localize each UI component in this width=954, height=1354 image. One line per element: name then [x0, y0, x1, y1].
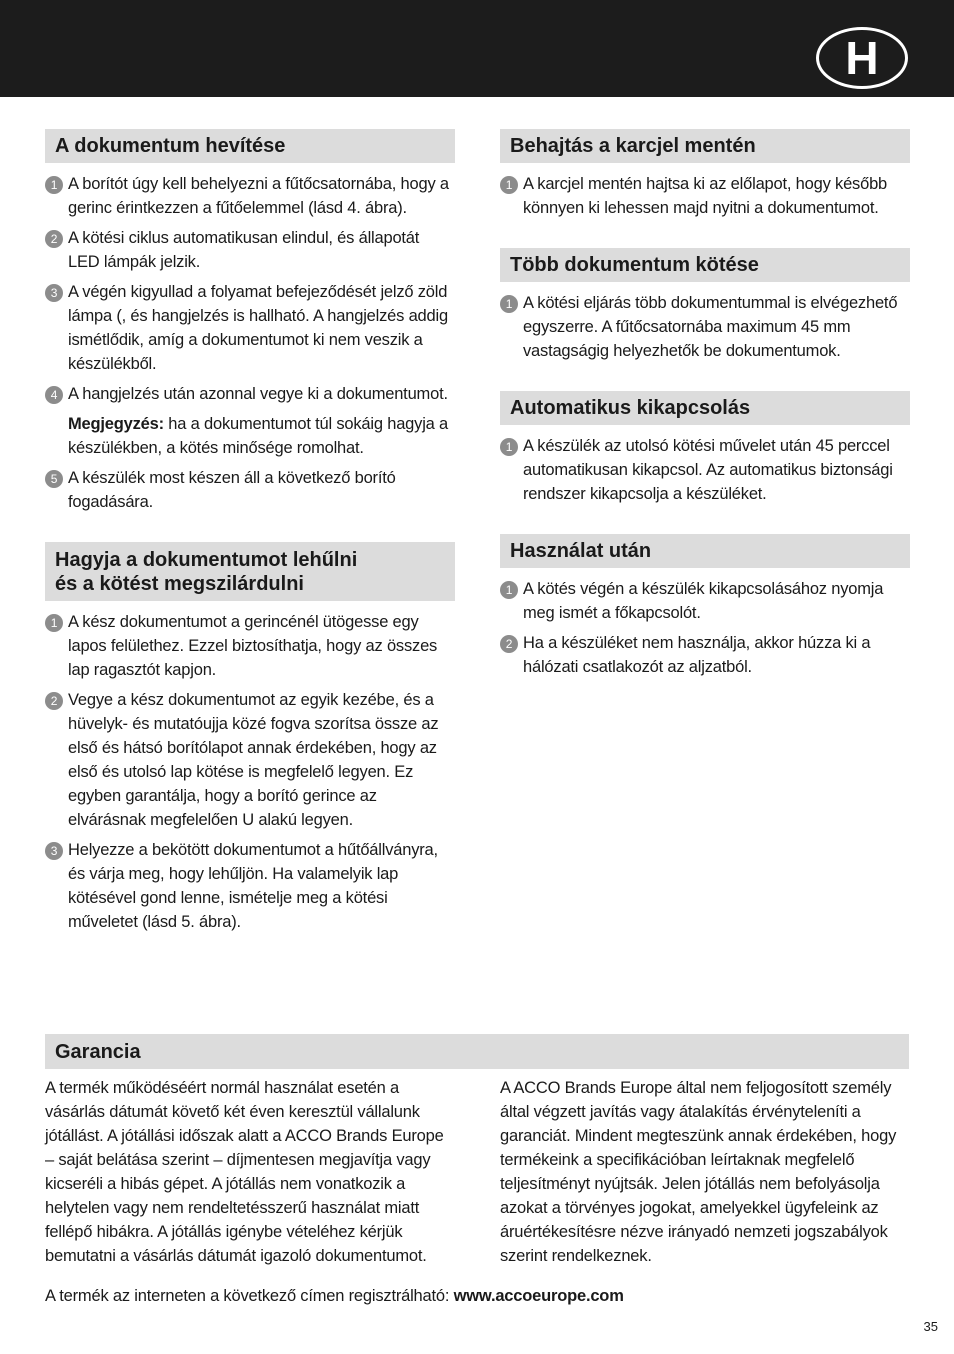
step-number-badge: 2 [45, 230, 63, 248]
step-item [45, 688, 455, 832]
section-heading: Használat után [500, 534, 910, 568]
left-column [45, 129, 455, 962]
language-badge: H [816, 27, 908, 89]
step-item [500, 291, 910, 363]
step-text: Helyezze a bekötött dokumentumot a hűtőállványra, és várja meg, hogy lehűljön. Ha valamelyik lap kötésével gond lenne, ismételje meg a kötési műveletet (lásd 5. ábra). [68, 841, 438, 931]
heading-line-2: és a kötést megszilárdulni [55, 573, 304, 595]
step-text: A kész dokumentumot a gerincénél ütögesse egy lapos felülethez. Ezzel biztosíthatja, hogy az összes lap ragasztót kapjon. [68, 613, 438, 679]
step-text: A készülék most készen áll a következő borító fogadására. [68, 469, 396, 511]
section-folding [500, 129, 910, 220]
section-after-use [500, 534, 910, 679]
section-heading [45, 542, 455, 601]
step-item [45, 838, 455, 934]
note-label: Megjegyzés: [68, 415, 164, 433]
step-list [500, 291, 910, 363]
note-text: ha a dokumentumot túl sokáig hagyja a készülékben, a kötés minősége romolhat. [68, 415, 449, 457]
step-item [45, 610, 455, 682]
step-item [45, 466, 455, 514]
section-cooling [45, 542, 455, 934]
section-multiple-documents [500, 248, 910, 363]
step-item [500, 631, 910, 679]
guarantee-paragraph-2: A ACCO Brands Europe által nem feljogosított személy által végzett javítás vagy átalakítás érvényteleníti a garanciát. Mindent megteszünk annak érdekében, hogy termékeink a specifikációban leírtaknak megfelelő teljesítményt nyújtsák. Jelen jótállás nem befolyásolja azokat a törvényes jogokat, amelyekkel ügyfeleink az áruértékesítésre nézve irányadó nemzeti jogszabályok szerint rendelkeznek. [500, 1079, 897, 1265]
section-heading: Automatikus kikapcsolás [500, 391, 910, 425]
step-item [500, 434, 910, 506]
step-number-badge: 1 [500, 581, 518, 599]
registration-url[interactable]: www.accoeurope.com [453, 1287, 624, 1305]
step-number-badge: 1 [500, 295, 518, 313]
step-number-badge: 1 [45, 614, 63, 632]
step-item [500, 577, 910, 625]
section-auto-shutoff [500, 391, 910, 506]
step-item [500, 172, 910, 220]
section-heading: Garancia [45, 1034, 909, 1069]
registration-text: A termék az interneten a következő címen regisztrálható: [45, 1287, 454, 1305]
step-number-badge: 1 [500, 176, 518, 194]
step-list [500, 172, 910, 220]
step-text: A kötés végén a készülék kikapcsolásához nyomja meg ismét a főkapcsolót. [523, 580, 884, 622]
section-guarantee [45, 1034, 909, 1266]
step-text: Ha a készüléket nem használja, akkor húzza ki a hálózati csatlakozót az aljzatból. [523, 634, 871, 676]
step-item [45, 382, 455, 406]
step-number-badge: 3 [45, 842, 63, 860]
step-number-badge: 1 [500, 438, 518, 456]
section-heading: A dokumentum hevítése [45, 129, 455, 163]
step-text: A borítót úgy kell behelyezni a fűtőcsatornába, hogy a gerinc érintkezzen a fűtőelemmel (lásd 4. ábra). [68, 175, 449, 217]
note [45, 412, 455, 460]
section-heading: Több dokumentum kötése [500, 248, 910, 282]
step-list [500, 577, 910, 679]
registration-line [45, 1284, 909, 1308]
step-number-badge: 2 [500, 635, 518, 653]
page-number: 35 [923, 1319, 938, 1334]
step-text: A készülék az utolsó kötési művelet után 45 perccel automatikusan kikapcsol. Az automatikus biztonsági rendszer kikapcsolja a készüléket. [523, 437, 893, 503]
step-item [45, 280, 455, 376]
step-number-badge: 2 [45, 692, 63, 710]
guarantee-text [45, 1076, 909, 1266]
top-banner [0, 0, 954, 97]
step-text: A karcjel mentén hajtsa ki az előlapot, hogy később könnyen ki lehessen majd nyitni a dokumentumot. [523, 175, 888, 217]
step-text: A végén kigyullad a folyamat befejeződését jelző zöld lámpa (, és hangjelzés is hallható. A hangjelzés addig ismétlődik, amíg a dokumentumot ki nem veszik a készülékből. [68, 283, 448, 373]
step-number-badge: 1 [45, 176, 63, 194]
step-item [45, 226, 455, 274]
guarantee-paragraph-1: A termék működéséért normál használat esetén a vásárlás dátumát követő két éven keresztül vállalunk jótállást. A jótállási időszak alatt a ACCO Brands Europe – saját belátása szerint – díjmentesen megjavítja vagy kicseréli a hibás gépet. A jótállás nem vonatkozik a helytelen vagy nem rendeltetésszerű használat miatt fellépő hibákra. A jótállás igénybe vételéhez kérjük bemutatni a vásárlás dátumát igazoló dokumentumot. [45, 1079, 444, 1265]
step-text: Vegye a kész dokumentumot az egyik kezébe, és a hüvelyk- és mutatóujja közé fogva szorítsa össze az első és hátsó borítólapot annak érdekében, hogy az első és utolsó lap kötése is megfelelő legyen. Ez egyben garantálja, hogy a borító gerince az elvárásnak megfelelően U alakú legyen. [68, 691, 439, 829]
step-text: A kötési ciklus automatikusan elindul, és állapotát LED lámpák jelzik. [68, 229, 420, 271]
step-text: A hangjelzés után azonnal vegye ki a dokumentumot. [68, 385, 448, 403]
section-heading: Behajtás a karcjel mentén [500, 129, 910, 163]
heading-line-1: Hagyja a dokumentumot lehűlni [55, 549, 358, 571]
section-heating [45, 129, 455, 514]
step-list [45, 172, 455, 514]
right-column [500, 129, 910, 707]
step-text: A kötési eljárás több dokumentummal is elvégezhető egyszerre. A fűtőcsatornába maximum 45 mm vastagságig helyezhetők be dokumentumok. [523, 294, 898, 360]
step-number-badge: 4 [45, 386, 63, 404]
step-list [45, 610, 455, 934]
step-item [45, 172, 455, 220]
step-number-badge: 5 [45, 470, 63, 488]
step-list [500, 434, 910, 506]
step-number-badge: 3 [45, 284, 63, 302]
